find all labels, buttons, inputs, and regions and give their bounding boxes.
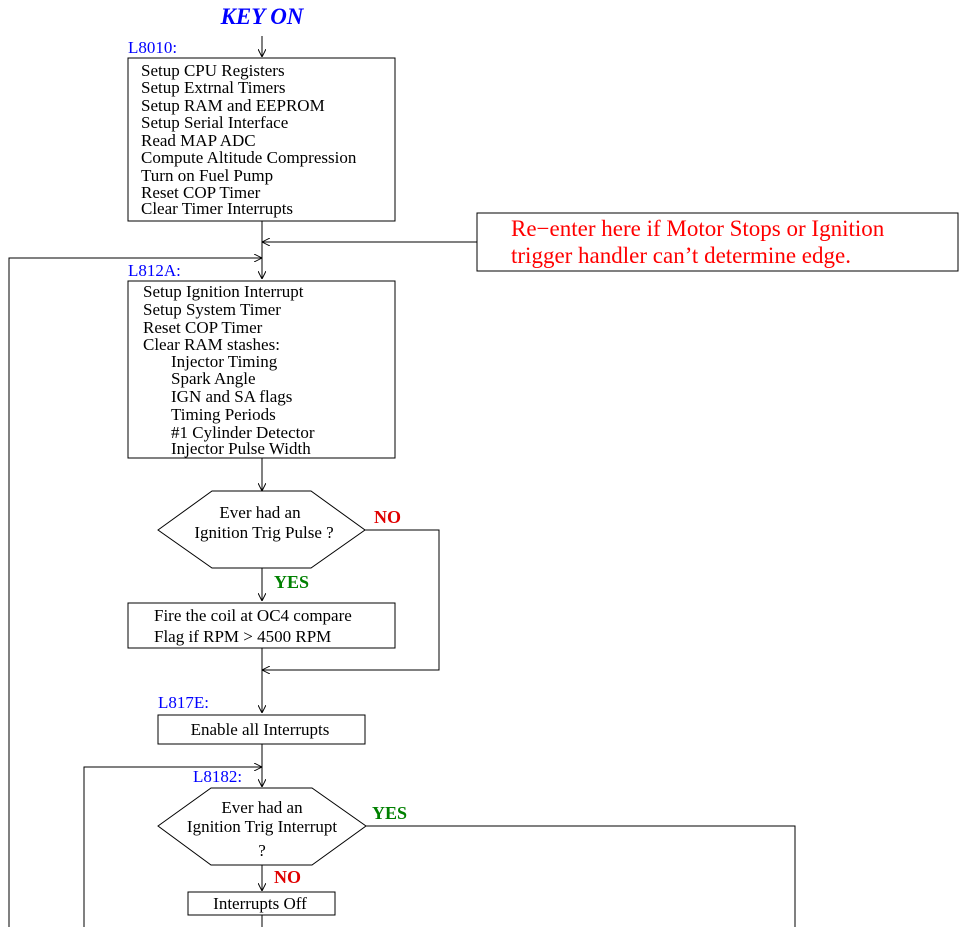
- setup-line: Setup CPU Registers: [141, 61, 285, 80]
- fire-coil-line: Fire the coil at OC4 compare: [154, 606, 352, 625]
- init-line: Reset COP Timer: [143, 318, 263, 337]
- init-line: Setup Ignition Interrupt: [143, 282, 304, 301]
- decision-interrupt-line: Ignition Trig Interrupt: [186, 817, 338, 836]
- decision-pulse-line: Ever had an: [219, 503, 301, 522]
- init-line: Injector Pulse Width: [171, 439, 311, 458]
- title-key-on: KEY ON: [220, 4, 304, 29]
- setup-line: Setup RAM and EEPROM: [141, 96, 325, 115]
- init-line: IGN and SA flags: [171, 387, 293, 406]
- init-line: Clear RAM stashes:: [143, 335, 280, 354]
- setup-line: Compute Altitude Compression: [141, 148, 357, 167]
- init-line: Injector Timing: [171, 352, 278, 371]
- reenter-note-line: Re−enter here if Motor Stops or Ignition: [511, 216, 885, 241]
- decision-pulse-yes: YES: [274, 572, 310, 592]
- setup-line: Setup Extrnal Timers: [141, 78, 286, 97]
- label-l812a: L812A:: [128, 261, 181, 280]
- decision-interrupt-yes: YES: [372, 803, 408, 823]
- init-line: Timing Periods: [171, 405, 276, 424]
- label-l8010: L8010:: [128, 38, 178, 57]
- setup-line: Reset COP Timer: [141, 183, 261, 202]
- decision-pulse-line: Ignition Trig Pulse ?: [194, 523, 334, 542]
- reenter-note-line: trigger handler can’t determine edge.: [511, 243, 851, 268]
- decision-interrupt-line: Ever had an: [221, 798, 303, 817]
- setup-line: Read MAP ADC: [141, 131, 256, 150]
- decision-interrupt-no: NO: [274, 867, 301, 887]
- arrow-interrupt-yes: [366, 826, 795, 927]
- init-line: Spark Angle: [171, 369, 256, 388]
- setup-line: Turn on Fuel Pump: [141, 166, 274, 185]
- decision-pulse-no: NO: [374, 507, 401, 527]
- label-l8182: L8182:: [193, 767, 243, 786]
- init-line: Setup System Timer: [143, 300, 281, 319]
- interrupts-off-text: Interrupts Off: [213, 894, 307, 913]
- init-line: #1 Cylinder Detector: [171, 423, 315, 442]
- enable-interrupts-text: Enable all Interrupts: [190, 720, 330, 739]
- setup-line: Setup Serial Interface: [141, 113, 289, 132]
- setup-line: Clear Timer Interrupts: [141, 199, 294, 218]
- fire-coil-line: Flag if RPM > 4500 RPM: [154, 627, 332, 646]
- decision-interrupt-line: ?: [258, 841, 266, 860]
- label-l817e: L817E:: [158, 693, 209, 712]
